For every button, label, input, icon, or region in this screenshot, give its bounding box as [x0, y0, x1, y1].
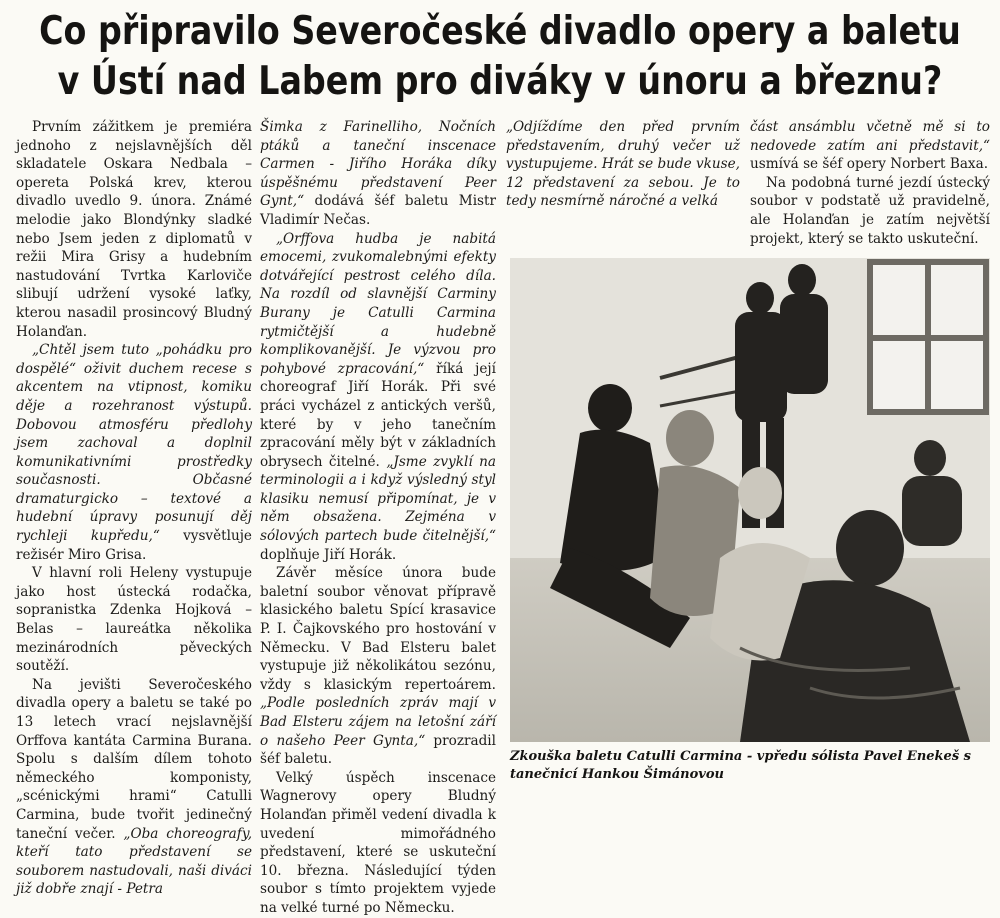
quote-text: „Oba choreografy, kteří tato představení se souborem nastudovali, naši diváci již dobře znají - Petra [16, 825, 253, 898]
quote-text: „Chtěl jsem tuto „pohádku pro dospělé“ oživit duchem recese s akcentem na vtipnost, komiku děje a rozehranost výstupů. Dobovou atmosféru předlohy jsem zachoval a doplnil komunikativními prostředky současnosti. Občasné dramaturgicko – textové a hudební úpravy posunují děj rychleji kupředu,“ [16, 342, 252, 545]
quote-text: „Orffova hudba je nabitá emocemi, zvukomalebnými efekty dotvářející pestrost celého díla. Na rozdíl od slavnější Carminy Burany je Catulli Carmina rytmičtější a hudebně komplikovanější. Je výzvou pro pohybové zpracování,“ [260, 230, 496, 377]
paragraph: Na podobná turné jezdí ústecký soubor v podstatě už pravidelně, ale Holanďan je zatím největší projekt, který se takto uskuteční. [750, 174, 990, 247]
quote-text: „Odjíždíme den před prvním představením, druhý večer už vystupujeme. Hrát se bude vkuse, 12 představení za sebou. Je to tedy nesmírně náročné a velká [506, 119, 740, 210]
quote-attribution: doplňuje Jiří Horák. [260, 546, 397, 563]
quote-attribution: vysvětluje režisér Miro Grisa. [16, 528, 252, 563]
article-column-3 [506, 118, 740, 211]
article-column-1 [16, 118, 252, 899]
paragraph [260, 564, 496, 769]
rehearsal-photo [510, 258, 990, 742]
paragraph [260, 230, 496, 565]
quote-text: část ansámblu včetně mě si to nedovede zatím ani představit,“ [750, 119, 990, 154]
quote-text: Šimka z Farinelliho, Nočních ptáků a taneční inscenace Carmen - Jiřího Horáka díky úspěšnému představení Peer Gynt,“ [260, 119, 496, 210]
paragraph-text: říká její choreograf Jiří Horák. Při své práci vycházel z antických veršů, které by v jeho tanečním zpracování měly být v základních obrysech čitelné. [260, 360, 496, 470]
quote-attribution: prozradil šéf baletu. [260, 732, 496, 768]
paragraph [16, 341, 252, 564]
paragraph: V hlavní roli Heleny vystupuje jako host ústecká rodačka, sopranistka Zdenka Hojková – Belas – laureátka několika mezinárodních pěveckých soutěží. [16, 565, 252, 675]
paragraph-text: Závěr měsíce února bude baletní soubor věnovat přípravě klasického baletu Spící krasavice P. I. Čajkovského pro hostování v Německu. V Bad Elsteru balet vystupuje již několikátou sezónu, vždy s klasickým repertoárem. [260, 565, 496, 693]
paragraph [750, 118, 990, 174]
quote-text: „Jsme zvyklí na terminologii a i když výsledný styl klasiku nemusí připomínat, je v něm obsažena. Zejména v sólových partech bude čitelnější,“ [260, 453, 496, 545]
paragraph: Prvním zážitkem je premiéra jednoho z nejslavnějších děl skladatele Oskara Nedbala – opereta Polská krev, kterou divadlo uvedlo 9. února. Známé melodie jako Blondýnky sladké nebo Jsem jeden z diplomatů v režii Mira Grisy a hudebním nastudování Tvrtka Karloviče slibují udržení vysoké laťky, kterou nasadil prosincový Bludný Holanďan. [16, 119, 252, 340]
photo-caption: Zkouška baletu Catulli Carmina - vpředu sólista Pavel Enekeš s tanečnicí Hankou Šimánovou [510, 749, 971, 782]
headline-line-2: v Ústí nad Labem pro diváky v únoru a březnu? [57, 58, 943, 104]
quote-attribution: dodává šéf baletu Mistr Vladimír Nečas. [260, 193, 496, 228]
article-column-2 [260, 118, 496, 918]
quote-text: „Podle posledních zpráv mají v Bad Elsteru zájem na letošní září o našeho Peer Gynta,“ [260, 695, 496, 749]
paragraph: Velký úspěch inscenace Wagnerovy opery Bludný Holanďan přiměl vedení divadla k uvedení mimořádného představení, které se uskuteční 10. března. Následující týden soubor s tímto projektem vyjede na velké turné po Německu. [260, 769, 496, 916]
paragraph [260, 118, 496, 230]
headline [10, 6, 990, 107]
quote-attribution: usmívá se šéf opery Norbert Baxa. [750, 156, 989, 173]
paragraph-text: Na jevišti Severočeského divadla opery a baletu se také po 13 letech vrací nejslavnější Orffova kantáta Carmina Burana. Spolu s dalším dílem tohoto německého komponisty, „scénickými hrami“ Catulli Carmina, bude tvořit jedinečný taneční večer. [16, 676, 252, 842]
paragraph [16, 676, 252, 899]
rehearsal-photo-illustration [510, 258, 990, 742]
article-column-4 [750, 118, 990, 248]
headline-line-1: Co připravilo Severočeské divadlo opery a baletu [39, 8, 961, 54]
